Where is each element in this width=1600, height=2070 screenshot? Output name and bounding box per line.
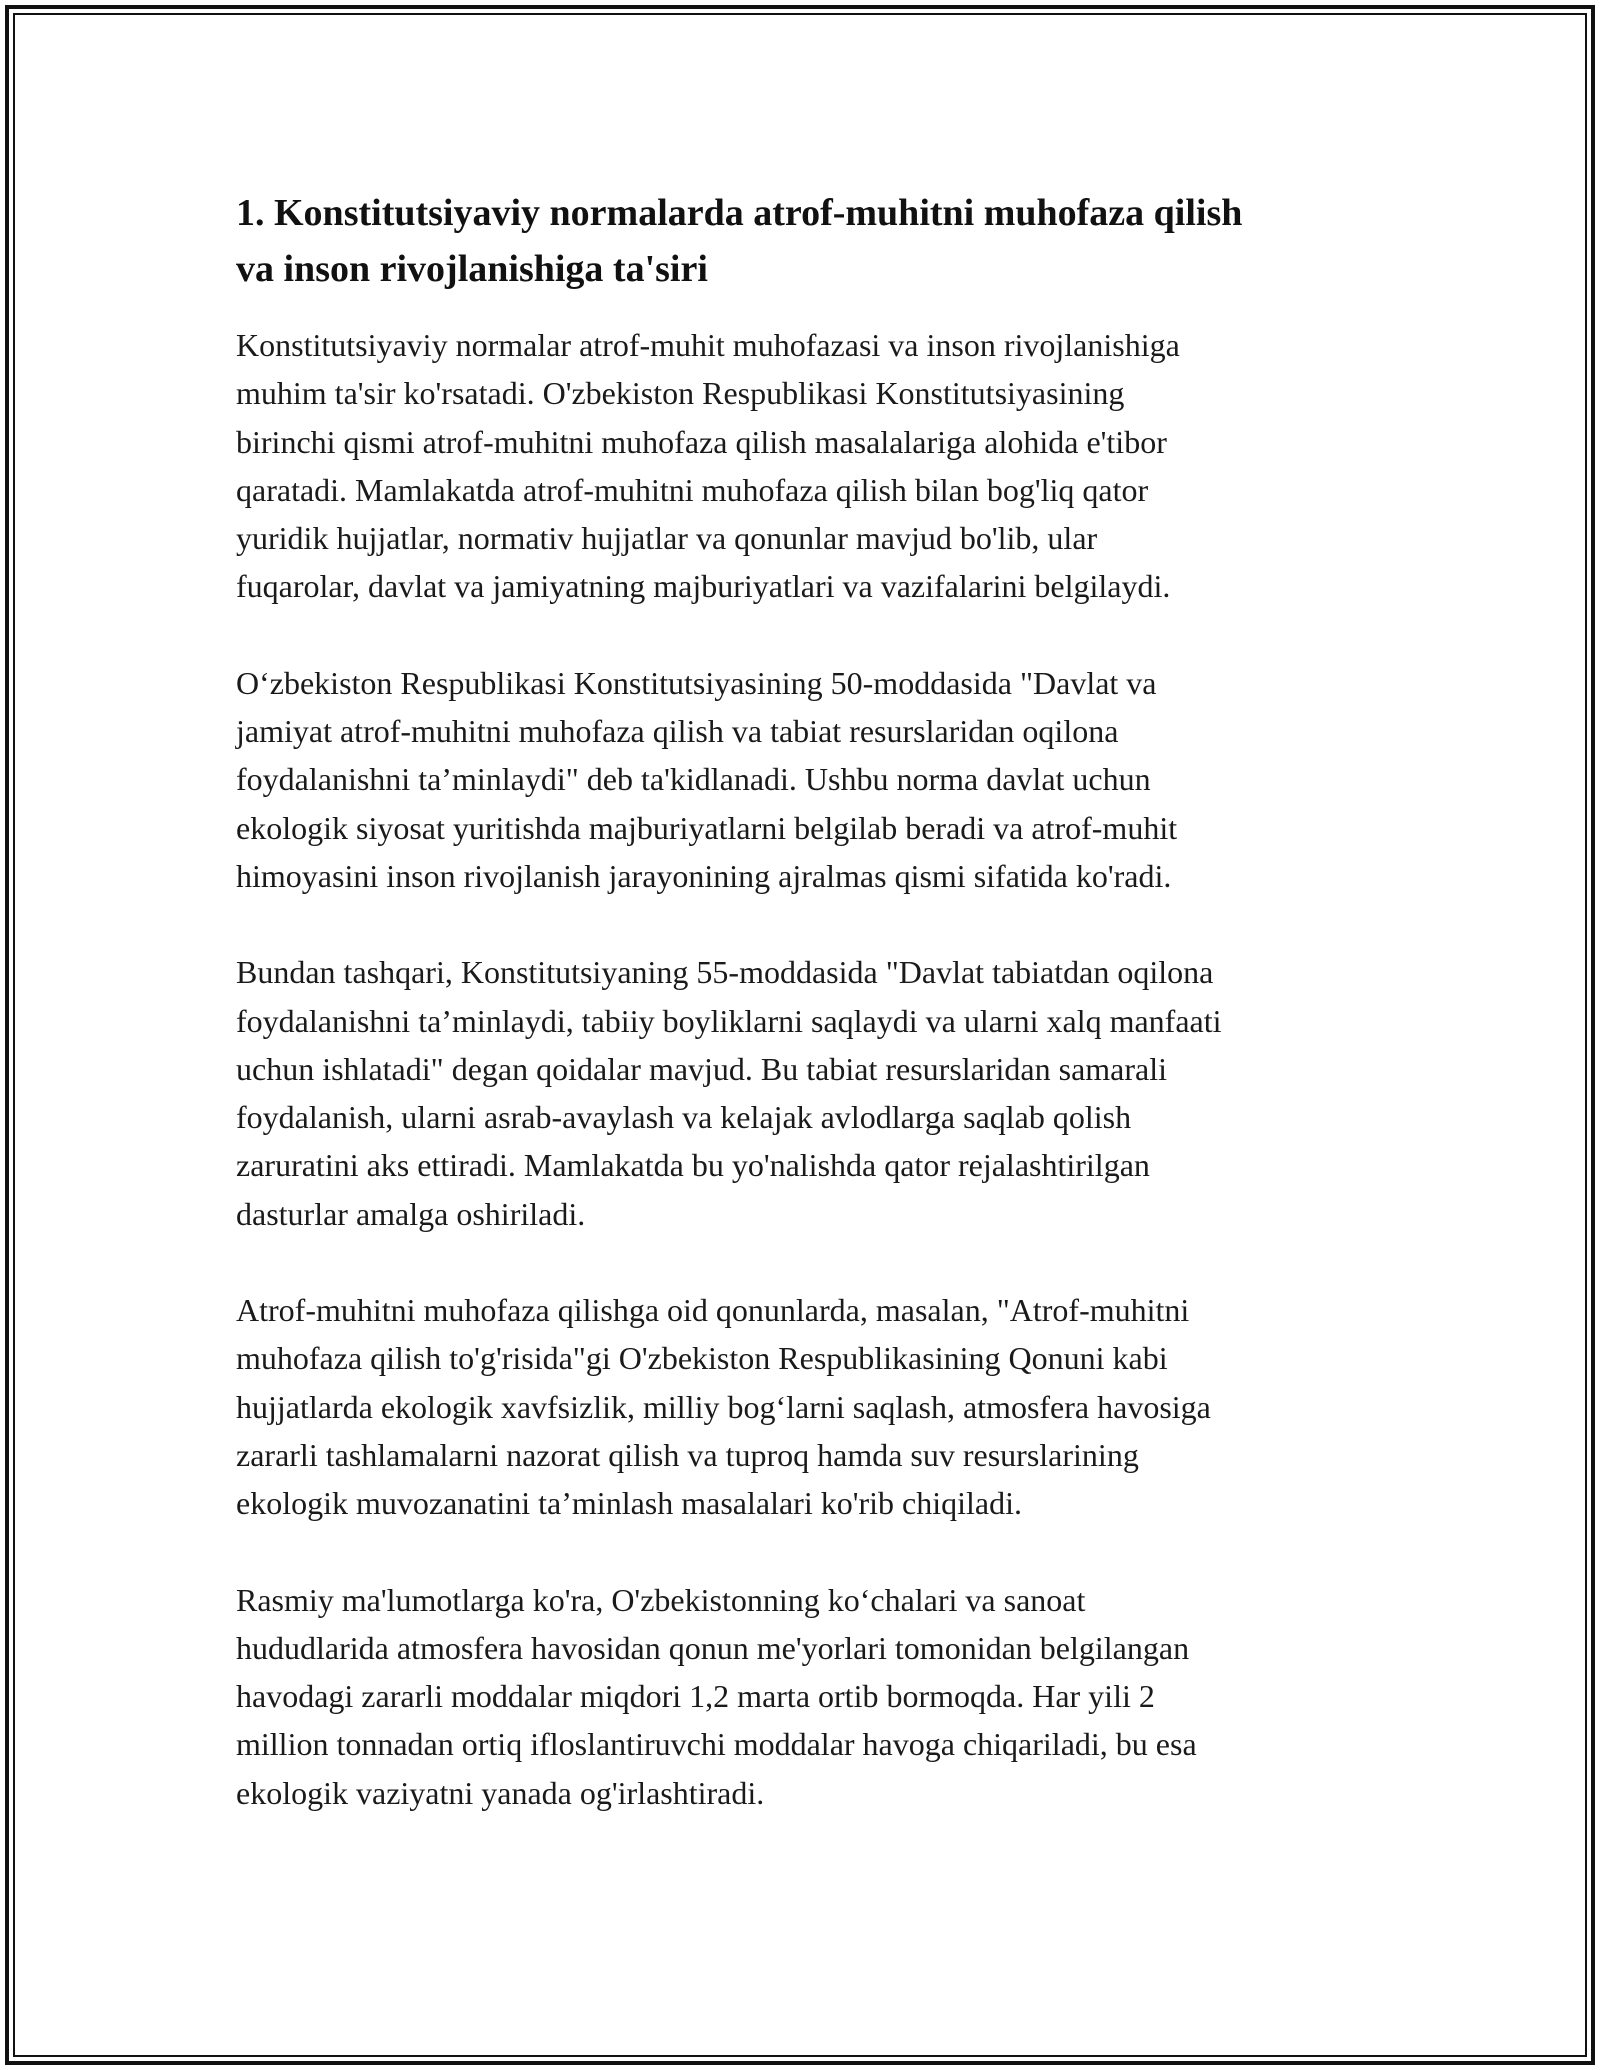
paragraph-2: O‘zbekiston Respublikasi Konstitutsiyasining 50-moddasida "Davlat va jamiyat atrof-muhitni muhofaza qilish va tabiat resurslaridan oqilona foydalanishni ta’minlaydi" deb ta'kidlanadi. Ushbu norma davlat uchun ekologik siyosat yuritishda majburiyatlarni belgilab beradi va atrof-muhit himoyasini inson rivojlanish jarayonining ajralmas qismi sifatida ko'radi.	[236, 664, 1178, 894]
paragraph-3: Bundan tashqari, Konstitutsiyaning 55-moddasida "Davlat tabiatdan oqilona foydalanishni ta’minlaydi, tabiiy boyliklarni saqlaydi va ularni xalq manfaati uchun ishlatadi" degan qoidalar mavjud. Bu tabiat resurslaridan samarali foydalanish, ularni asrab-avaylash va kelajak avlodlarga saqlab qolish zaruratini aks ettiradi. Mamlakatda bu yo'nalishda qator rejalashtirilgan dasturlar amalga oshiriladi.	[236, 954, 1222, 1232]
paragraph-4: Atrof-muhitni muhofaza qilishga oid qonunlarda, masalan, "Atrof-muhitni muhofaza qilish to'g'risida"gi O'zbekiston Respublikasining Qonuni kabi hujjatlarda ekologik xavfsizlik, milliy bog‘larni saqlash, atmosfera havosiga zararli tashlamalarni nazorat qilish va tuproq hamda suv resurslarining ekologik muvozanatini ta’minlash masalalari ko'rib chiqiladi.	[236, 1292, 1211, 1522]
paragraph-1: Konstitutsiyaviy normalar atrof-muhit muhofazasi va inson rivojlanishiga muhim ta'sir ko'rsatadi. O'zbekiston Respublikasi Konstitutsiyasining birinchi qismi atrof-muhitni muhofaza qilish masalalariga alohida e'tibor qaratadi. Mamlakatda atrof-muhitni muhofaza qilish bilan bog'liq qator yuridik hujjatlar, normativ hujjatlar va qonunlar mavjud bo'lib, ular fuqarolar, davlat va jamiyatning majburiyatlari va vazifalarini belgilaydi.	[236, 327, 1180, 605]
section-heading: 1. Konstitutsiyaviy normalarda atrof-muhitni muhofaza qilish va inson rivojlanishiga ta'siri	[236, 192, 1243, 290]
paragraph-5: Rasmiy ma'lumotlarga ko'ra, O'zbekistonning ko‘chalari va sanoat hududlarida atmosfera havosidan qonun me'yorlari tomonidan belgilangan havodagi zararli moddalar miqdori 1,2 marta ortib bormoqda. Har yili 2 million tonnadan ortiq ifloslantiruvchi moddalar havoga chiqariladi, bu esa ekologik vaziyatni yanada og'irlashtiradi.	[236, 1581, 1197, 1811]
document-body	[236, 185, 1376, 1865]
